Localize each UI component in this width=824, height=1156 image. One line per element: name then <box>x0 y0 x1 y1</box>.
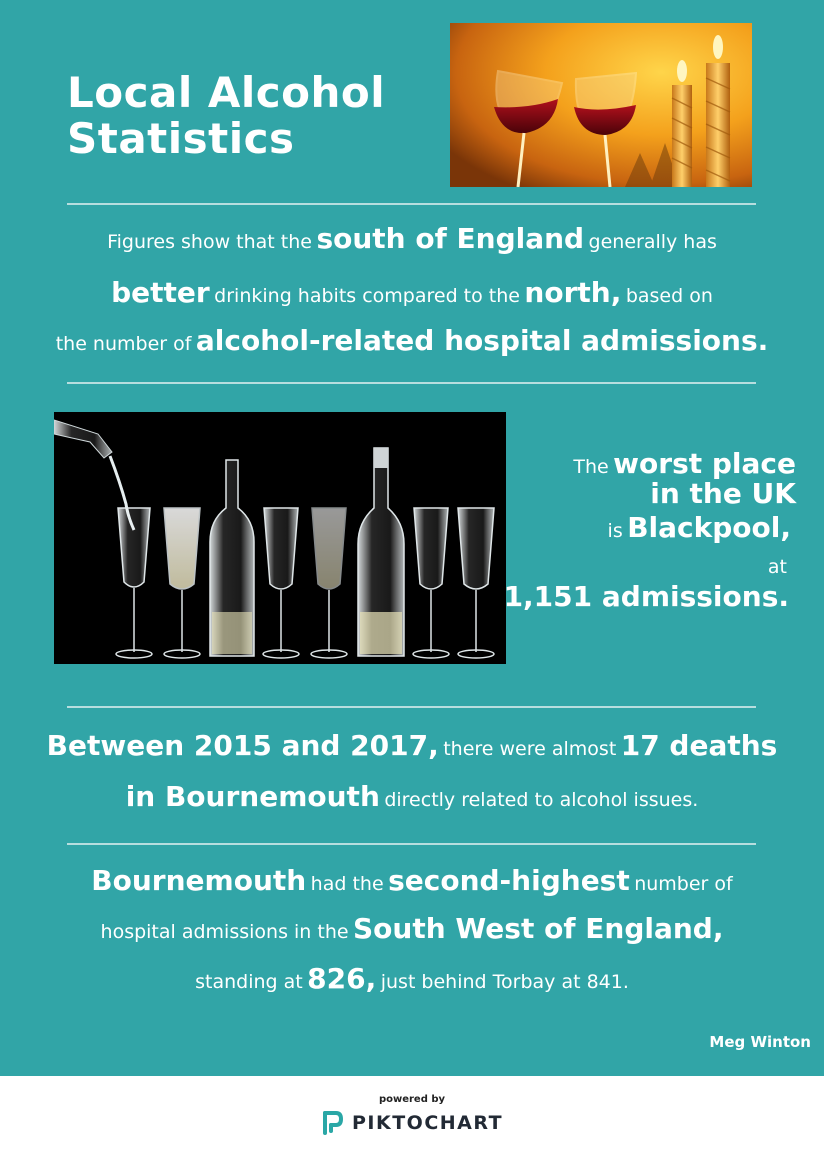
bottles-and-glasses-photo <box>54 412 506 664</box>
worst-admissions: 1,151 admissions. <box>503 580 789 613</box>
bournemouth-line-2 <box>0 912 824 945</box>
intro-highlight: alcohol-related hospital admissions. <box>195 324 769 357</box>
worst-line-4 <box>487 556 787 578</box>
bournemouth-highlight: South West of England, <box>353 912 724 945</box>
title-line-2: Statistics <box>67 114 295 163</box>
deaths-highlight: in Bournemouth <box>125 780 380 813</box>
powered-by-label: powered by <box>378 1094 446 1105</box>
worst-highlight: worst place <box>613 447 796 480</box>
worst-line-3 <box>491 511 791 544</box>
bournemouth-highlight: second-highest <box>388 864 630 897</box>
intro-text: Figures show that the <box>107 231 312 253</box>
worst-line-2 <box>496 477 796 510</box>
bournemouth-text: just behind Torbay at 841. <box>380 971 629 993</box>
bournemouth-text: number of <box>634 873 733 895</box>
intro-highlight: south of England <box>316 222 585 255</box>
worst-city: Blackpool, <box>627 511 791 544</box>
piktochart-logo-icon <box>322 1110 344 1136</box>
author-credit: Meg Winton <box>709 1033 811 1051</box>
deaths-line-1 <box>0 729 824 762</box>
deaths-highlight: 17 deaths <box>620 729 778 762</box>
bournemouth-text: standing at <box>195 971 303 993</box>
worst-text: at <box>767 556 787 578</box>
deaths-text: there were almost <box>443 738 617 760</box>
brand-name: PIKTOCHART <box>352 1112 504 1134</box>
intro-highlight: better <box>111 276 210 309</box>
title-line-1: Local Alcohol <box>67 68 386 117</box>
bournemouth-line-3 <box>0 962 824 995</box>
page-title <box>67 70 385 162</box>
intro-line-3 <box>0 324 824 357</box>
deaths-highlight: Between 2015 and 2017, <box>46 729 439 762</box>
worst-line-5 <box>489 580 789 613</box>
bournemouth-highlight: Bournemouth <box>91 864 307 897</box>
worst-text: is <box>607 520 623 542</box>
wine-glasses-photo <box>450 23 752 187</box>
intro-text: the number of <box>55 333 192 355</box>
bournemouth-highlight: 826, <box>307 962 377 995</box>
piktochart-brand-link[interactable] <box>322 1110 503 1136</box>
intro-text: generally has <box>588 231 717 253</box>
divider-4 <box>67 843 756 845</box>
divider-1 <box>67 203 756 205</box>
deaths-line-2 <box>0 780 824 813</box>
intro-text: based on <box>625 285 713 307</box>
deaths-text: directly related to alcohol issues. <box>384 789 699 811</box>
footer <box>0 1076 824 1156</box>
bournemouth-text: hospital admissions in the <box>100 921 349 943</box>
worst-line-1 <box>496 447 796 480</box>
divider-2 <box>67 382 756 384</box>
divider-3 <box>67 706 756 708</box>
worst-text: The <box>573 456 609 478</box>
intro-line-2 <box>0 276 824 309</box>
bournemouth-line-1 <box>0 864 824 897</box>
intro-line-1 <box>0 222 824 255</box>
intro-highlight: north, <box>524 276 622 309</box>
bournemouth-text: had the <box>310 873 384 895</box>
worst-highlight: in the UK <box>650 477 796 510</box>
intro-text: drinking habits compared to the <box>214 285 520 307</box>
